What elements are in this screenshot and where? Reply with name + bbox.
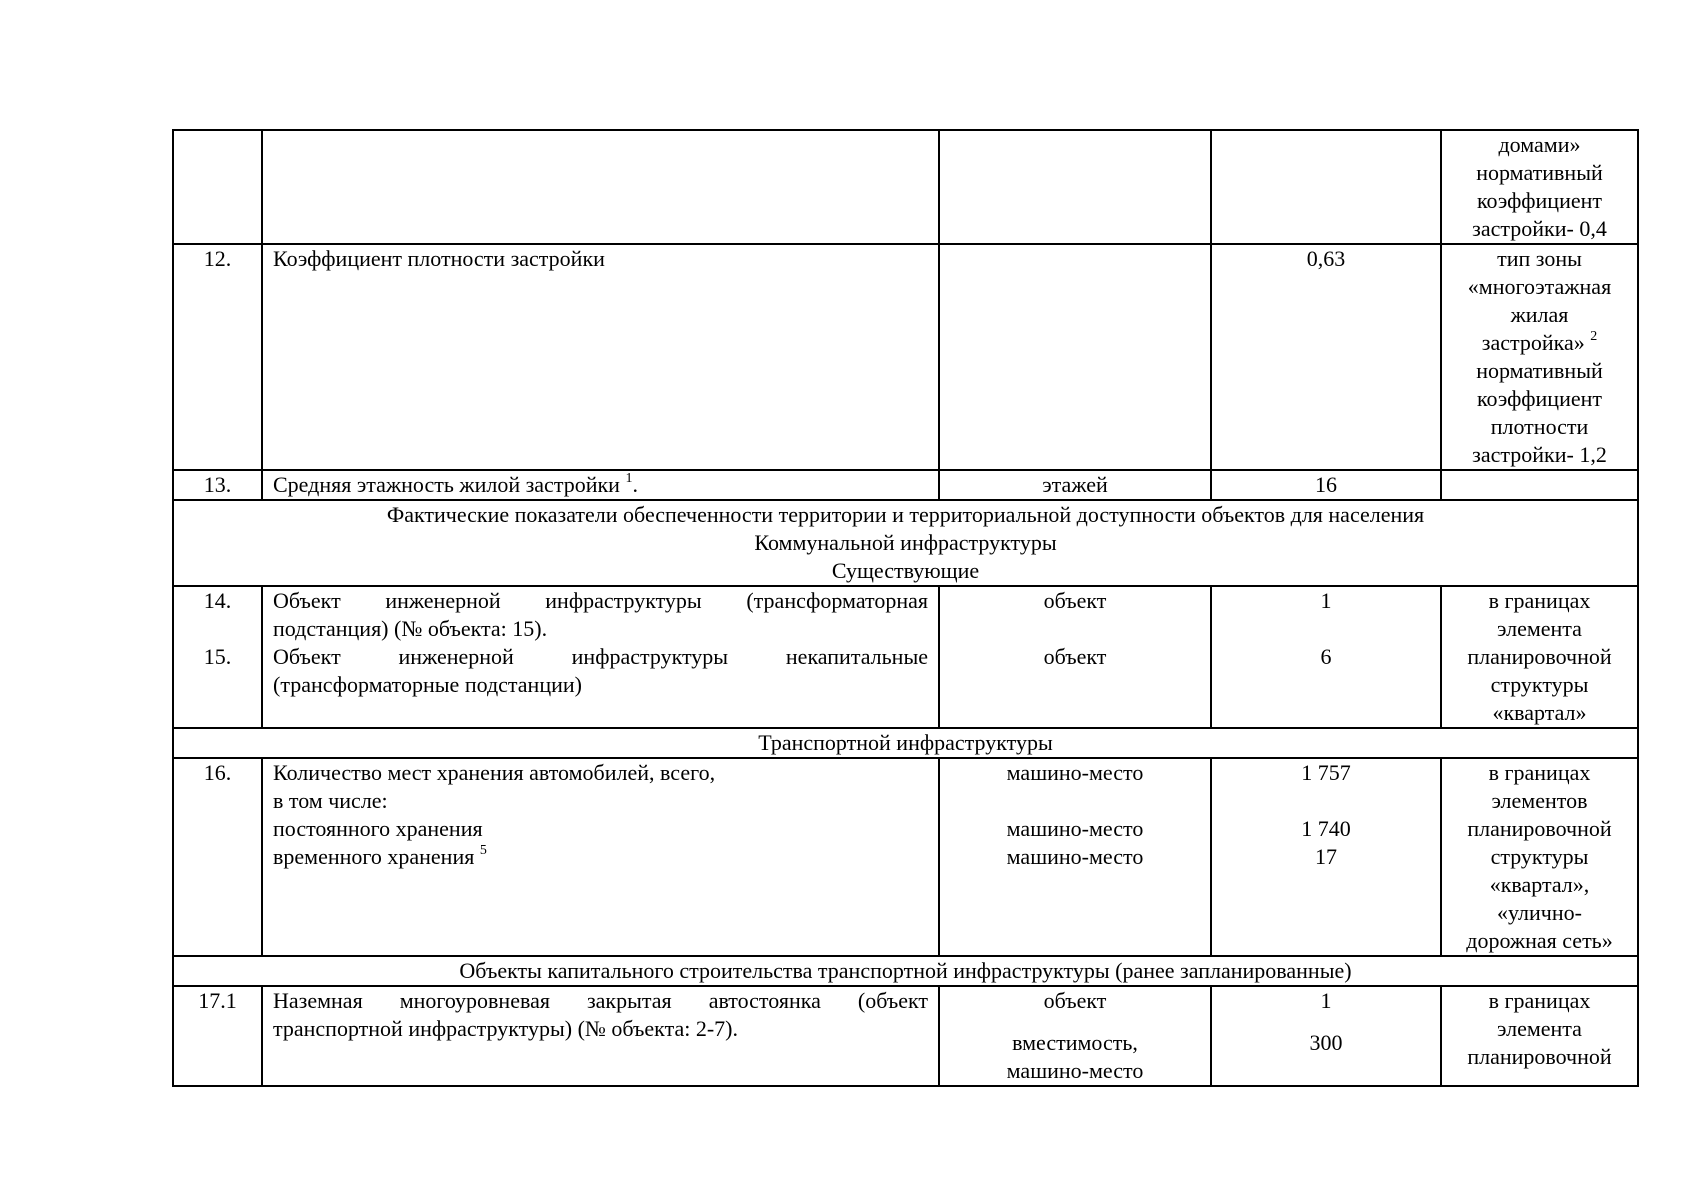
value-cell [1211, 130, 1441, 244]
footnote-ref: 1 [625, 470, 633, 486]
note-line: коэффициент [1476, 386, 1602, 411]
indicator-name: подстанция) (№ объекта: 15). [273, 616, 548, 641]
table-row [173, 470, 1638, 500]
note-line: элементов [1491, 788, 1588, 813]
section-subtitle: Коммунальной инфраструктуры [754, 530, 1057, 555]
table-row [173, 244, 1638, 470]
note-line: застройки- 0,4 [1472, 216, 1607, 241]
table-row [173, 986, 1638, 1086]
note-line: в границах [1488, 988, 1591, 1013]
unit-cell [939, 130, 1211, 244]
note-line: жилая [1510, 302, 1569, 327]
indicator-name: временного хранения $^5$ [273, 842, 487, 869]
note-line: «квартал», [1489, 872, 1590, 897]
note-cell [1441, 586, 1638, 728]
row-number-cell [173, 586, 262, 728]
section-header-row [173, 956, 1638, 986]
indicator-name-cell [262, 130, 939, 244]
note-line: в границах [1488, 760, 1591, 785]
unit: объект [1043, 588, 1107, 613]
note-line: планировочной [1467, 644, 1612, 669]
value-cell [1211, 586, 1441, 728]
indicator-value: 1 740 [1301, 816, 1351, 841]
note-cell [1441, 758, 1638, 956]
unit: машино-место [1006, 760, 1144, 785]
note-line: структуры [1490, 672, 1589, 697]
indicator-value: 16 [1211, 470, 1441, 500]
row-number: 15. [203, 644, 232, 669]
note-line: планировочной [1467, 1044, 1612, 1069]
indicator-name: Объект инженерной инфраструктуры некапитальные [273, 644, 928, 669]
unit: объект [1043, 988, 1107, 1013]
table-row [173, 758, 1638, 956]
row-number: 14. [203, 588, 232, 613]
unit: объект [1043, 644, 1107, 669]
unit-cell [939, 586, 1211, 728]
note-line: «многоэтажная [1467, 274, 1612, 299]
note-line: в границах [1488, 588, 1591, 613]
footnote-ref: 5 [479, 842, 487, 858]
indicator-value: 300 [1309, 1030, 1343, 1055]
row-number-cell [173, 130, 262, 244]
note-line: нормативный [1476, 160, 1603, 185]
indicator-name: постоянного хранения [273, 816, 483, 841]
note-cell [1441, 244, 1638, 470]
indicator-name-cell [262, 986, 939, 1086]
note-line: элемента [1497, 616, 1582, 641]
indicator-name: в том числе: [273, 788, 388, 813]
section-header-row [173, 728, 1638, 758]
indicator-name-cell [262, 758, 939, 956]
note-cell [1441, 986, 1638, 1086]
row-number: 17.1 [173, 986, 262, 1086]
row-number: 12. [173, 244, 262, 470]
unit: машино-место [1006, 844, 1144, 869]
footnote-ref: 2 [1590, 328, 1598, 344]
note-line: дорожная сеть» [1466, 928, 1613, 953]
indicator-name: Наземная многоуровневая закрытая автостоянка (объект [273, 988, 928, 1013]
section-header: Объекты капитального строительства транспортной инфраструктуры (ранее запланированные) [173, 956, 1638, 986]
note-line: нормативный [1476, 358, 1603, 383]
note-line: планировочной [1467, 816, 1612, 841]
unit: машино-место [1006, 816, 1144, 841]
note-line: «улично- [1497, 900, 1582, 925]
note-cell [1441, 130, 1638, 244]
indicator-value: 0,63 [1211, 244, 1441, 470]
indicator-name: транспортной инфраструктуры) (№ объекта: 2-7). [273, 1016, 738, 1041]
indicator-name: Объект инженерной инфраструктуры (трансформаторная [273, 588, 928, 613]
indicator-value: 1 [1320, 988, 1332, 1013]
unit-cell [939, 758, 1211, 956]
indicator-value: 1 [1320, 588, 1332, 613]
indicator-name: Количество мест хранения автомобилей, всего, [273, 760, 716, 785]
unit-cell [939, 244, 1211, 470]
indicators-table [172, 129, 1639, 1087]
note-line: элемента [1497, 1016, 1582, 1041]
indicator-name: Средняя этажность жилой застройки $^1$. [262, 470, 939, 500]
indicator-name: Коэффициент плотности застройки [262, 244, 939, 470]
note-line: «квартал» [1492, 700, 1587, 725]
note-line: плотности [1490, 414, 1589, 439]
unit: вместимость, [1012, 1030, 1138, 1055]
note-line: застройки- 1,2 [1472, 442, 1607, 467]
table-row [173, 130, 1638, 244]
indicator-value: 1 757 [1301, 760, 1351, 785]
value-cell [1211, 758, 1441, 956]
table-row [173, 586, 1638, 728]
indicator-value: 17 [1315, 844, 1337, 869]
section-header: Транспортной инфраструктуры [173, 728, 1638, 758]
indicator-name-cell [262, 586, 939, 728]
unit: машино-место [1006, 1058, 1144, 1083]
note-line: коэффициент [1476, 188, 1602, 213]
section-subtitle: Существующие [831, 558, 980, 583]
note-line: структуры [1490, 844, 1589, 869]
indicator-name: (трансформаторные подстанции) [273, 672, 582, 697]
section-header [173, 500, 1638, 586]
section-header-row [173, 500, 1638, 586]
indicator-value: 6 [1320, 644, 1332, 669]
unit-cell [939, 986, 1211, 1086]
note-line: тип зоны [1497, 246, 1582, 271]
value-cell [1211, 986, 1441, 1086]
note-line: домами» [1498, 132, 1581, 157]
note-cell [1441, 470, 1638, 500]
section-title: Фактические показатели обеспеченности территории и территориальной доступности объектов для населения [386, 502, 1425, 527]
row-number: 13. [173, 470, 262, 500]
note-line: застройка» $^2$ [1481, 328, 1598, 355]
row-number: 16. [173, 758, 262, 956]
unit-cell: этажей [939, 470, 1211, 500]
